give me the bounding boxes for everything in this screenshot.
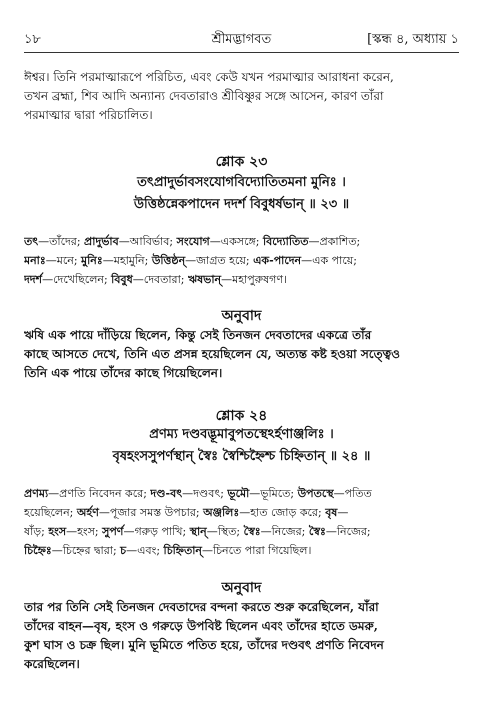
synonym-word: বিদ্যোতিত — [262, 235, 309, 248]
synonym-word: অঞ্জলিঃ — [203, 506, 240, 519]
verse-line: উত্তিষ্ঠন্নেকপাদেন দদর্শ বিবুধর্ষভান্ ॥ ২৩ ॥ — [133, 197, 350, 212]
book-title: শ্রীমদ্ভাগবত — [211, 32, 272, 47]
synonym-word: বৃষ — [325, 506, 338, 519]
synonym-meaning: —স্থিত; — [206, 525, 244, 538]
synonym-word: সুপর্ণ — [102, 525, 124, 538]
synonym-word: হংস — [48, 525, 67, 538]
synonym-word: ঋষভান্ — [188, 273, 222, 286]
text-line: কাছে আসতে দেখে, তিনি এত প্রসন্ন হয়েছিলেন যে, অত্যন্ত কষ্ট হওয়া সত্ত্বেও — [24, 347, 400, 361]
synonym-meaning: — — [337, 506, 349, 519]
synonym-word: এক-পাদেন — [253, 254, 302, 267]
sanskrit-verse — [24, 424, 459, 468]
synonym-meaning: —দণ্ডবৎ; — [182, 487, 228, 500]
synonym-meaning: —নিজের; — [325, 525, 371, 538]
synonym-line — [24, 232, 459, 251]
chapter-reference: [স্কন্ধ ৪, অধ্যায় ১ — [367, 32, 459, 47]
text-line: কুশ ঘাস ও চক্র ছিল। মুনি ভূমিতে পতিত হয়ে, তাঁদের দণ্ডবৎ প্রণতি নিবেদন — [24, 638, 384, 652]
synonym-word: চিহ্নিতান্ — [163, 544, 202, 557]
synonym-word: স্থান্ — [189, 525, 207, 538]
synonym-word: দদর্শ — [24, 273, 43, 286]
synonym-meaning: —প্রণতি নিবেদন করে; — [48, 487, 151, 500]
text-line: ঋষি এক পায়ে দাঁড়িয়ে ছিলেন, কিন্তু সেই তিনজন দেবতাদের একত্রে তাঁর — [24, 328, 372, 342]
synonym-meaning: —দেখেছিলেন; — [42, 273, 112, 286]
synonym-meaning: —একসঙ্গে; — [209, 235, 263, 248]
text-line: তখন ব্রহ্মা, শিব আদি অন্যান্য দেবতারাও শ্রীবিষ্ণুর সঙ্গে আসেন, কারণ তাঁরা — [24, 89, 384, 103]
synonym-meaning: —ভূমিতে; — [249, 487, 298, 500]
synonym-meaning: —তাঁদের; — [38, 235, 85, 248]
synonym-meaning: —দেবতারা; — [132, 273, 188, 286]
synonym-word: স্বৈঃ — [308, 525, 326, 538]
text-line: করেছিলেন। — [24, 657, 80, 671]
verse-line: তৎপ্রাদুর্ভাবসংযোগবিদ্যোতিতমনা মুনিঃ । — [137, 175, 346, 190]
verse-line: প্রণম্য দণ্ডবদ্ভূমাবুপতস্থেঽর্হণাঞ্জলিঃ । — [149, 427, 334, 442]
synonym-word: দণ্ড-বৎ — [150, 487, 183, 500]
synonym-meaning: —এবং; — [126, 544, 164, 557]
verse-heading: শ্লোক ২৪ — [215, 408, 268, 424]
synonym-line — [24, 503, 459, 522]
sanskrit-verse — [24, 172, 459, 216]
verse-line: বৃষহংসসুপর্ণস্থান্ স্বৈঃ স্বৈশ্চিহ্নৈশ্চ চিহ্নিতান্ ॥ ২৪ ॥ — [112, 449, 371, 464]
synonym-meaning: —মহামুনি; — [102, 254, 152, 267]
synonym-meaning: —জাগ্রত হয়ে; — [185, 254, 254, 267]
synonym-word: বিবুধ — [111, 273, 133, 286]
synonym-word: উপতস্থে — [297, 487, 334, 500]
synonym-meaning: —মহাপুরুষগণ। — [221, 273, 287, 286]
synonym-line — [24, 270, 459, 289]
translation — [24, 326, 459, 383]
synonym-word: প্রাদুর্ভাব — [84, 235, 119, 248]
synonym-meaning: —পতিত — [333, 487, 372, 500]
synonym-word: প্রণম্য — [24, 487, 49, 500]
synonym-word: উত্তিষ্ঠন্ — [151, 254, 186, 267]
synonym-meaning: —হংস; — [66, 525, 103, 538]
header-divider — [24, 52, 459, 53]
translation — [24, 598, 459, 674]
synonyms — [24, 484, 459, 560]
synonym-meaning: —পূজার সমস্ত উপচার; — [98, 506, 204, 519]
synonym-meaning: হয়েছিলেন; — [24, 506, 77, 519]
synonym-meaning: —নিজের; — [260, 525, 309, 538]
synonym-meaning: —চিহ্নের দ্বারা; — [51, 544, 121, 557]
synonym-line — [24, 522, 459, 541]
translation-heading: অনুবাদ — [221, 308, 262, 324]
synonym-word: অর্হণ — [76, 506, 99, 519]
synonym-word: ভূমৌ — [227, 487, 250, 500]
synonym-meaning: —এক পায়ে; — [301, 254, 357, 267]
page-header — [24, 30, 459, 50]
text-line: ঈশ্বর। তিনি পরমাত্মারূপে পরিচিত, এবং কেউ যখন পরমাত্মার আরাধনা করেন, — [24, 70, 394, 84]
synonym-word: স্বৈঃ — [243, 525, 261, 538]
synonym-meaning: —হাত জোড় করে; — [239, 506, 326, 519]
synonym-line — [24, 484, 459, 503]
synonym-meaning: —চিনতে পারা গিয়েছিল। — [201, 544, 312, 557]
synonym-meaning: —প্রকাশিত; — [308, 235, 361, 248]
text-line: তিনি এক পায়ে তাঁদের কাছে গিয়েছিলেন। — [24, 366, 223, 380]
synonym-meaning: —মনে; — [45, 254, 82, 267]
synonym-meaning: —গরুড় পাখি; — [123, 525, 190, 538]
text-line: তার পর তিনি সেই তিনজন দেবতাদের বন্দনা করতে শুরু করেছিলেন, যাঁরা — [24, 600, 379, 614]
synonym-word: মুনিঃ — [81, 254, 103, 267]
synonym-line — [24, 541, 459, 560]
intro-paragraph — [24, 68, 459, 125]
synonym-line — [24, 251, 459, 270]
synonym-meaning: —আবির্ভাব; — [118, 235, 177, 248]
text-line: পরমাত্মার দ্বারা পরিচালিত। — [24, 108, 153, 122]
verse-heading: শ্লোক ২৩ — [215, 154, 268, 170]
synonym-word: চ — [120, 544, 127, 557]
synonym-meaning: ষাঁড়; — [24, 525, 49, 538]
synonym-word: তৎ — [24, 235, 39, 248]
translation-heading: অনুবাদ — [221, 580, 262, 596]
text-line: তাঁদের বাহন—বৃষ, হংস ও গরুড়ে উপবিষ্ট ছিলেন এবং তাঁদের হাতে ডমরু, — [24, 619, 378, 633]
page-number: ১৮ — [24, 32, 41, 47]
synonym-word: মনাঃ — [24, 254, 46, 267]
synonyms — [24, 232, 459, 289]
synonym-word: চিহ্নৈঃ — [24, 544, 52, 557]
synonym-word: সংযোগ — [176, 235, 210, 248]
